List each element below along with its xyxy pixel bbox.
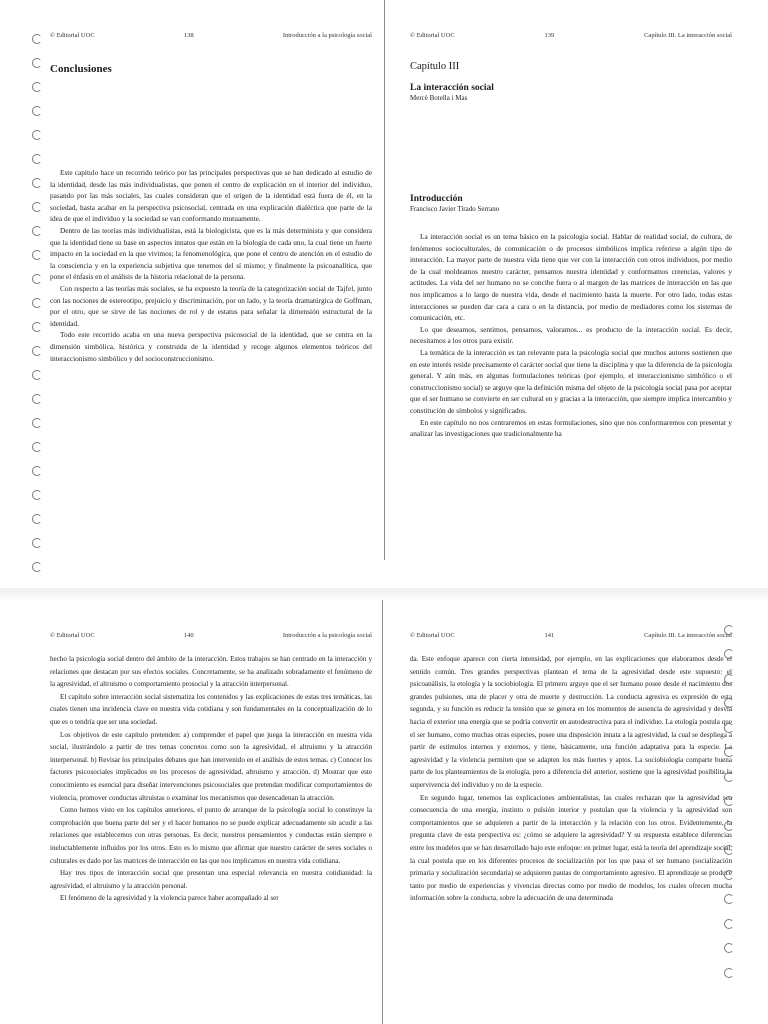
binder-hole-mark [724, 821, 734, 831]
page-number: 138 [183, 32, 194, 39]
section-title: Introducción [410, 194, 463, 204]
binder-hole-mark [724, 796, 734, 806]
binder-hole-mark [724, 772, 734, 782]
binder-hole-mark [32, 178, 42, 188]
running-title: Introducción a la psicología social [282, 32, 372, 39]
page-number: 141 [544, 632, 555, 639]
binder-hole-mark [724, 723, 734, 733]
paragraph: En segundo lugar, tenemos las explicaciones ambientalistas, las cuales rechazan que la agresividad sea consecuencia de una energía, instinto o pulsión interior y postulan que la violencia y la agresividad son comportamientos que se adquieren a partir de la interacción y la relación con los otros. Evidentemente, la pregunta clave de esta perspectiva es: ¿cómo se adquiere la agresividad? Y su respuesta establece diferencias entre los modelos que se han desarrollado bajo este enfoque: en primer lugar, está la teoría del aprendizaje social, la cual postula que en los diferentes procesos de socialización por los que pasa el ser humano (socialización primaria y socialización secundaria) se adquieren pautas de comportamiento agresivo. El aprendizaje se produce tanto por medio de experiencias y vivencias directas como por medio de modelos, los cuales ofrecen mucha información sobre la conducta, sobre la adecuación de una determinada [410, 793, 732, 903]
binder-hole-mark [724, 919, 734, 929]
binder-hole-mark [32, 82, 42, 92]
paragraph: Hay tres tipos de interacción social que presentan una especial relevancia en nuestra cotidianidad: la agresividad, el altruismo y la atracción personal. [50, 869, 372, 890]
page-138 [30, 20, 378, 580]
binder-hole-mark [32, 298, 42, 308]
page-spine-bottom [382, 600, 383, 1024]
binder-hole-mark [32, 466, 42, 476]
binder-hole-mark [724, 968, 734, 978]
binder-hole-mark [724, 845, 734, 855]
paragraph: La interacción social es un tema básico en la psicología social. Hablar de realidad social, de cultura, de fenómenos socioculturales, de comunicación o de procesos simbólicos implica referirse a algún tipo de interacción. La mayor parte de nuestra vida tiene que ver con la interacción con otros individuos, por medio de la cual moldeamos nuestro carácter, pensamos nuestra identidad y conformamos creencias, valores y actitudes. La vida del ser humano no se concibe fuera o al margen de las matrices de interacción en las que nos implicamos a lo largo de nuestra vida, desde el nacimiento hasta la muerte. Por otro lado, todas estas interacciones se pueden dar cara a cara o en la distancia, por medio de mediadores como los sistemas de comunicación, etc. [410, 232, 732, 323]
paragraph: Los objetivos de este capítulo pretenden: a) comprender el papel que juega la interacción en nuestra vida social, ilustrándolo a partir de tres temas concretos como son la agresividad, el altruismo y la atracción interpersonal. b) Revisar los principales debates que han intervenido en el análisis de estos temas. c) Conocer los factores psicosociales implicados en los procesos de agresividad, altruismo y atracción. d) Mostrar que este conocimiento es esencial para diseñar intervenciones psicosociales que pretendan modificar comportamientos de violencia, promover conductas altruistas o examinar los mecanismos que desencadenan la atracción. [50, 730, 372, 802]
binder-hole-mark [32, 154, 42, 164]
publisher: © Editorial UOC [50, 32, 95, 39]
binder-hole-mark [32, 538, 42, 548]
page-spine-top [384, 0, 385, 560]
body-text [410, 653, 732, 905]
binder-hole-mark [724, 698, 734, 708]
paragraph: El capítulo sobre interacción social sistematiza los contenidos y las explicaciones de estas tres temáticas, las cuales tienen una incidencia clave en nuestra vida cotidiana y son fundamentales en la conceptualización de lo que es o tendría que ser una sociedad. [50, 692, 372, 726]
paragraph: Como hemos visto en los capítulos anteriores, el punto de arranque de la psicología social lo constituye la comprobación que buena parte del ser y el hacer humanos no se puede explicar adecuadamente sin acudir a las relaciones que establecemos con otras personas. Es decir, nuestros pensamientos y conductas están siempre e ineluctablemente influidos por los otros. Esto es lo mismo que afirmar que nuestro carácter de seres sociales o culturales es dado por las matrices de interacción en las que nos implicamos en nuestra vida cotidiana. [50, 806, 372, 865]
body-text [50, 653, 372, 905]
scan-gutter [0, 588, 768, 602]
paragraph: Lo que deseamos, sentimos, pensamos, valoramos... es producto de la interacción social. Es decir, necesitamos a los otros para existir. [410, 324, 732, 346]
publisher: © Editorial UOC [410, 632, 455, 639]
running-header [30, 620, 378, 639]
binder-hole-mark [724, 625, 734, 635]
binder-hole-mark [32, 346, 42, 356]
paragraph: Este capítulo hace un recorrido teórico por las principales perspectivas que se han dedicado al estudio de la identidad, desde las más individualistas, que ponen el centro de explicación en el interior del individuo, pasando por las más sociales, las cuales consideran que el origen de la identidad está fuera de él, en la sociedad, hasta acabar en la perspectiva psicosocial, centrada en una explicación dialéctica que parte de la idea de que el individuo y la sociedad se van conformando mutuamente. [50, 168, 372, 224]
binder-hole-mark [32, 34, 42, 44]
binder-hole-mark [32, 370, 42, 380]
running-header [392, 20, 738, 39]
binder-hole-mark [32, 394, 42, 404]
chapter-author: Mercè Botella i Mas [410, 94, 468, 102]
running-title: Introducción a la psicología social [282, 632, 372, 639]
running-header [392, 620, 738, 639]
body-text [410, 231, 732, 440]
binder-hole-mark [724, 674, 734, 684]
binder-hole-mark [724, 870, 734, 880]
section-author: Francisco Javier Tirado Serrano [410, 205, 500, 213]
binder-hole-mark [32, 250, 42, 260]
page-number: 140 [183, 632, 194, 639]
binder-hole-mark [32, 226, 42, 236]
paragraph: Todo este recorrido acaba en una nueva perspectiva psicosocial de la identidad, que se centra en la dimensión simbólica, histórica y construida de la identidad y recoge algunos elementos teóricos del interaccionismo simbólico y del socioconstruccionismo. [50, 330, 372, 363]
chapter-title: La interacción social [410, 83, 494, 93]
publisher: © Editorial UOC [50, 632, 95, 639]
paragraph: En este capítulo no nos centraremos en estas formulaciones, sino que nos conformaremos con presentar y analizar las investigaciones que tradicionalmente ha [410, 417, 732, 439]
binder-hole-mark [32, 274, 42, 284]
binder-hole-mark [32, 442, 42, 452]
binder-holes [722, 620, 738, 1024]
paragraph: El fenómeno de la agresividad y la violencia parece haber acompañado al ser [60, 894, 279, 903]
binder-hole-mark [32, 106, 42, 116]
page-139 [392, 20, 738, 580]
page-number: 139 [544, 32, 555, 39]
paragraph: Dentro de las teorías más individualistas, está la biologicista, que es la más determinista y que considera que la identidad tiene su base en aspectos innatos que están en la biología de cada uno, la cual tiene un fuerte impacto en la sociedad en la que vivimos; la fenomenológica, que pone el centro de atención en el estudio de la consciencia y en la experiencia subjetiva que tenemos del sí mismo; y finalmente la psicoanalítica, que pone el énfasis en el análisis de la historia relacional de la persona. [50, 225, 372, 282]
binder-hole-mark [724, 943, 734, 953]
paragraph: Con respecto a las teorías más sociales, se ha expuesto la teoría de la categorización social de Tajfel, junto con las nociones de estereotipo, prejuicio y discriminación, por un lado, y la teoría dramatúrgica de Goffman, por el otro, que se sirve de las nociones de rol y de estatus para señalar la dimensión estructural de la identidad. [50, 283, 372, 328]
paragraph: hecho la psicología social dentro del ámbito de la interacción. Estos trabajos se han centrado en la interacción y relaciones que destacan por sus efectos sociales. Concretamente, se ha analizado sobradamente el fenómeno de la agresividad, el altruismo o comportamiento prosocial y la atracción interpersonal. [50, 655, 372, 689]
paragraph: La temática de la interacción es tan relevante para la psicología social que muchos autores sostienen que en este interés reside precisamente el carácter social que tiene la disciplina y que la diferencia de la psicología general. Y aún más, en algunas formulaciones teóricas (por ejemplo, el interaccionismo simbólico o el construccionismo social) se arguye que la definición misma del objeto de la psicología social pasa por aceptar que el ser humano se convierte en ser cultural en y gracias a la interacción, que siempre implica intercambio y constitución de símbolos y significados. [410, 347, 732, 415]
page-140 [30, 620, 378, 1024]
binder-hole-mark [724, 747, 734, 757]
binder-holes [30, 20, 46, 580]
binder-hole-mark [724, 649, 734, 659]
binder-hole-mark [724, 894, 734, 904]
binder-hole-mark [32, 514, 42, 524]
body-text [50, 167, 372, 364]
page-141 [392, 620, 738, 1024]
running-title: Capítulo III. La interacción social [644, 32, 732, 39]
binder-hole-mark [32, 58, 42, 68]
running-header [30, 20, 378, 39]
publisher: © Editorial UOC [410, 32, 455, 39]
chapter-label: Capítulo III [410, 61, 460, 72]
paragraph: da. Este enfoque aparece con cierta intensidad, por ejemplo, en las explicaciones que elaboramos desde el sentido común. Tres grandes perspectivas plantean el tema de la agresividad desde este supuesto: el psicoanálisis, la etología y la sociobiología. El primero arguye que el ser humano posee desde el nacimiento dos grandes pulsiones, una de placer y otra de muerte y destrucción. La conducta agresiva es expresión de esta segunda, y su función es reducir la tensión que se genera en los momentos de ausencia de agresividad y desvía hacia el exterior una energía que se podría convertir en autodestructiva para el individuo. La etología postula que el ser humano, como muchas otras especies, posee una disposición innata a la agresividad, la cual se despliega a partir de estímulos internos y externos, y tiene, básicamente, una función adaptativa para la especie. La agresividad y la violencia permiten que se adapten los más fuertes y aptos. La sociobiología comparte buena parte de los planteamientos de la etología, pero a diferencia del anterior, sostiene que la agresividad posibilita la supervivencia del individuo y no de la especie. [410, 655, 732, 789]
binder-hole-mark [32, 130, 42, 140]
binder-hole-mark [32, 418, 42, 428]
running-title: Capítulo III. La interacción social [644, 632, 732, 639]
section-title: Conclusiones [50, 63, 112, 75]
binder-hole-mark [32, 202, 42, 212]
binder-hole-mark [32, 490, 42, 500]
binder-hole-mark [32, 322, 42, 332]
binder-hole-mark [32, 562, 42, 572]
